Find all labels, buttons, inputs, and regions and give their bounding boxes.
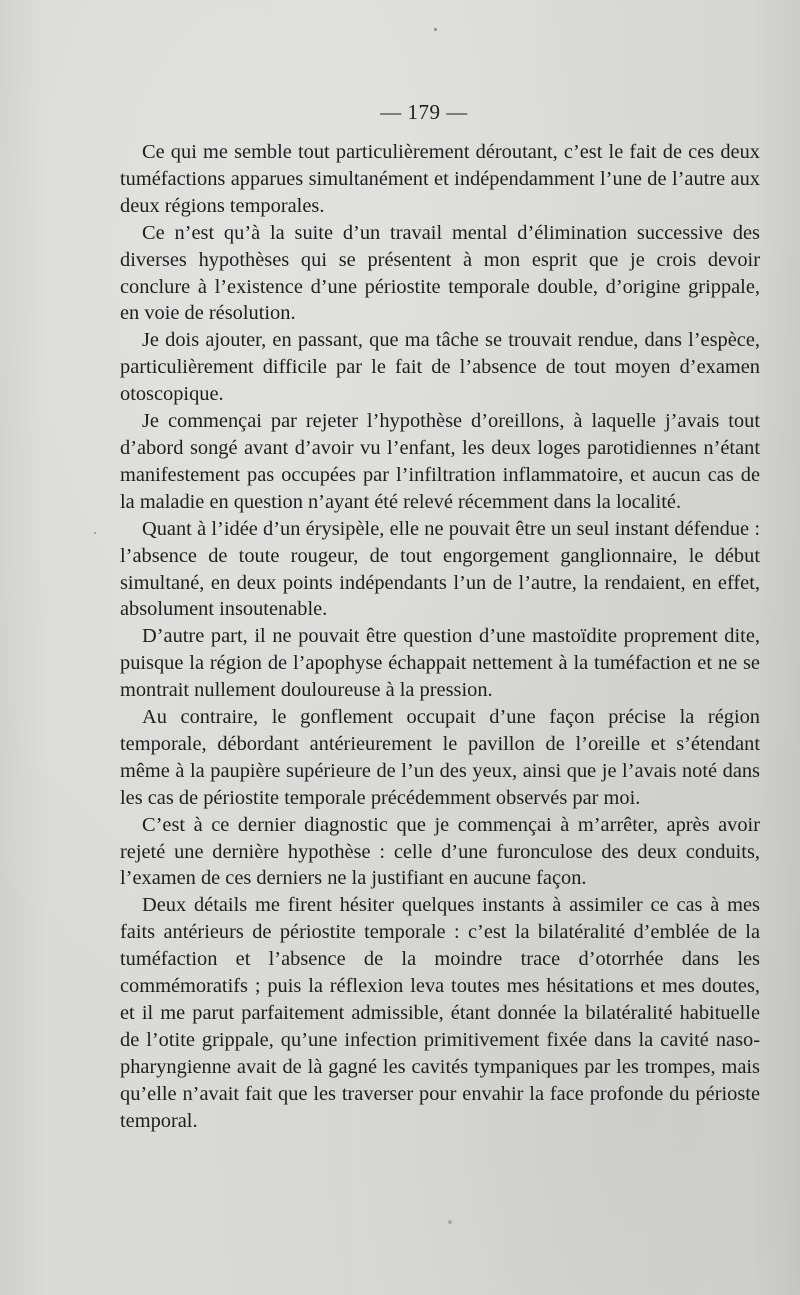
page-number: — 179 —: [380, 100, 468, 124]
paragraph: Quant à l’idée d’un érysipèle, elle ne pouvait être un seul instant défendue : l’absence de toute rougeur, de tout engorgement ganglionnaire, le début simultané, en deux points indépendants l’un de l’autre, la rendaient, en effet, absolument insoutenable.: [120, 517, 760, 621]
paragraph: C’est à ce dernier diagnostic que je commençai à m’arrêter, après avoir rejeté une dernière hypothèse : celle d’une furonculose des deux conduits, l’examen de ces derniers ne la justifiant en aucune façon.: [120, 813, 760, 890]
paragraph: Je dois ajouter, en passant, que ma tâche se trouvait rendue, dans l’espèce, particulièrement difficile par le fait de l’absence de tout moyen d’examen otoscopique.: [120, 329, 760, 406]
paragraph: Ce n’est qu’à la suite d’un travail mental d’élimination successive des diverses hypothèses qui se présentent à mon esprit que je crois devoir conclure à l’existence d’une périostite temporale double, d’origine grippale, en voie de résolution.: [120, 221, 760, 325]
paper-speck: [448, 1220, 452, 1224]
paragraph: D’autre part, il ne pouvait être question d’une mastoïdite proprement dite, puisque la région de l’apophyse échappait nettement à la tuméfaction et ne se montrait nullement douloureuse à la pression.: [120, 625, 760, 702]
paper-speck: [94, 532, 96, 534]
paragraph: Je commençai par rejeter l’hypothèse d’oreillons, à laquelle j’avais tout d’abord songé avant d’avoir vu l’enfant, les deux loges parotidiennes n’étant manifestement pas occupées par l’infiltration inflammatoire, et aucun cas de la maladie en question n’ayant été relevé récemment dans la localité.: [120, 410, 760, 513]
paragraph: Au contraire, le gonflement occupait d’une façon précise la région temporale, débordant antérieurement le pavillon de l’oreille et s’étendant même à la paupière supérieure de l’un des yeux, ainsi que je l’avais noté dans les cas de périostite temporale précédemment observés par moi.: [120, 706, 760, 809]
paragraph: Ce qui me semble tout particulièrement déroutant, c’est le fait de ces deux tuméfactions apparues simultanément et indépendamment l’une de l’autre aux deux régions temporales.: [120, 141, 760, 217]
paragraph: Deux détails me firent hésiter quelques instants à assimiler ce cas à mes faits antérieurs de périostite temporale : c’est la bilatéralité d’emblée de la tuméfaction et l’absence de la moindre trace d’otorrhée dans les commémoratifs ; puis la réflexion leva toutes mes hésitations et mes doutes, et il me parut parfaitement admissible, étant donnée la bilatéralité habituelle de l’otite grippale, qu’une infection primitivement fixée dans la cavité naso-pharyngienne avait de là gagné les cavités tympaniques par les trompes, mais qu’elle n’avait fait que les traverser pour envahir la face profonde du périoste temporal.: [120, 894, 760, 1132]
body-text: [120, 139, 760, 1135]
paper-speck: [434, 28, 437, 31]
